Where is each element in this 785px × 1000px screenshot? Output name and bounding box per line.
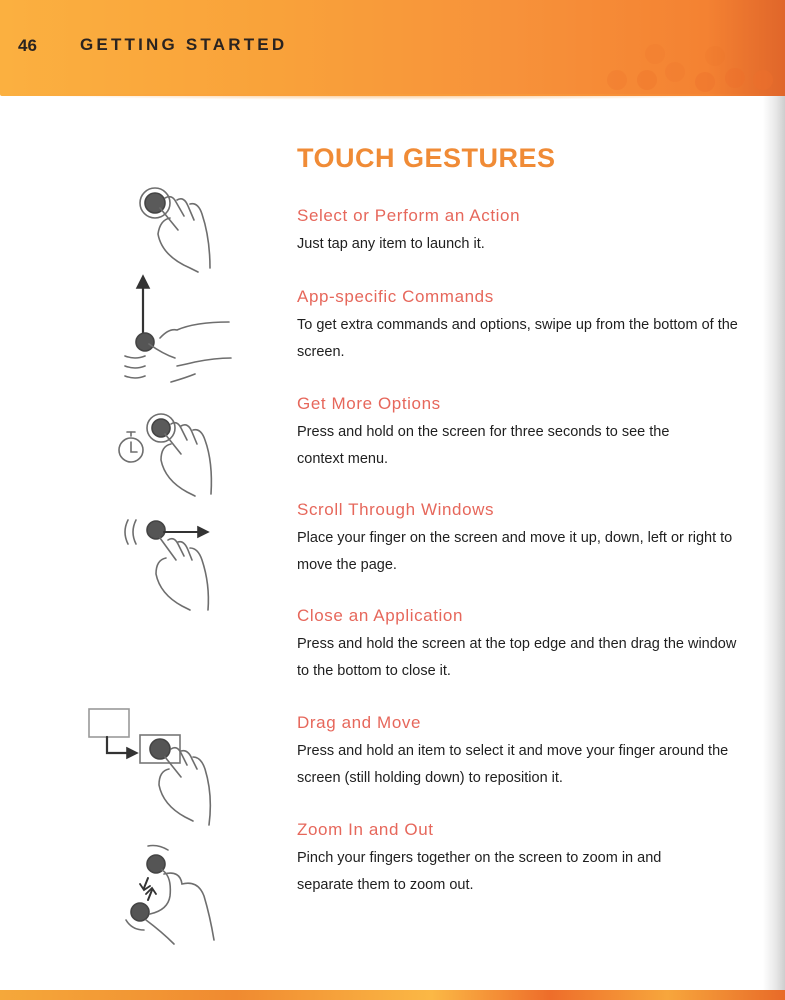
header-dots-decoration [585, 42, 785, 98]
pinch-zoom-hand-icon [118, 840, 228, 950]
tap-hand-icon [130, 180, 240, 280]
gesture-description: To get extra commands and options, swipe up from the bottom of the screen. [297, 317, 738, 360]
drag-move-hand-icon [85, 705, 235, 830]
gesture-app-commands [297, 286, 767, 366]
gesture-description: Place your finger on the screen and move it up, down, left or right to move the page. [297, 530, 733, 573]
gesture-title: Drag and Move [297, 713, 422, 732]
gesture-more-options [297, 393, 767, 473]
page-number: 46 [18, 36, 37, 55]
gesture-title: Get More Options [297, 394, 441, 413]
gesture-description: Press and hold on the screen for three seconds to see the context menu. [297, 424, 670, 467]
gesture-description: Press and hold an item to select it and move your finger around the screen (still holding down) to reposition it. [297, 743, 729, 786]
gesture-description: Press and hold the screen at the top edge and then drag the window to the bottom to close it. [297, 636, 737, 679]
gesture-title: Zoom In and Out [297, 820, 434, 839]
gesture-zoom [297, 819, 767, 899]
page-title: TOUCH GESTURES [297, 143, 556, 173]
scroll-hand-icon [118, 510, 238, 620]
running-header-title: GETTING STARTED [80, 35, 288, 54]
gesture-select-action [297, 205, 767, 258]
gesture-close-app [297, 605, 767, 685]
swipe-up-hand-icon [115, 270, 245, 390]
footer-band [0, 990, 785, 1000]
gesture-title: Close an Application [297, 606, 464, 625]
press-hold-timer-icon [115, 400, 235, 500]
gesture-description: Pinch your fingers together on the screen to zoom in and separate them to zoom out. [297, 850, 662, 893]
gesture-title: Select or Perform an Action [297, 206, 521, 225]
gesture-title: Scroll Through Windows [297, 500, 495, 519]
gesture-title: App-specific Commands [297, 287, 494, 306]
gesture-description: Just tap any item to launch it. [297, 236, 485, 252]
gesture-drag-move [297, 712, 767, 792]
gesture-scroll-windows [297, 499, 767, 579]
header-band [0, 0, 785, 96]
